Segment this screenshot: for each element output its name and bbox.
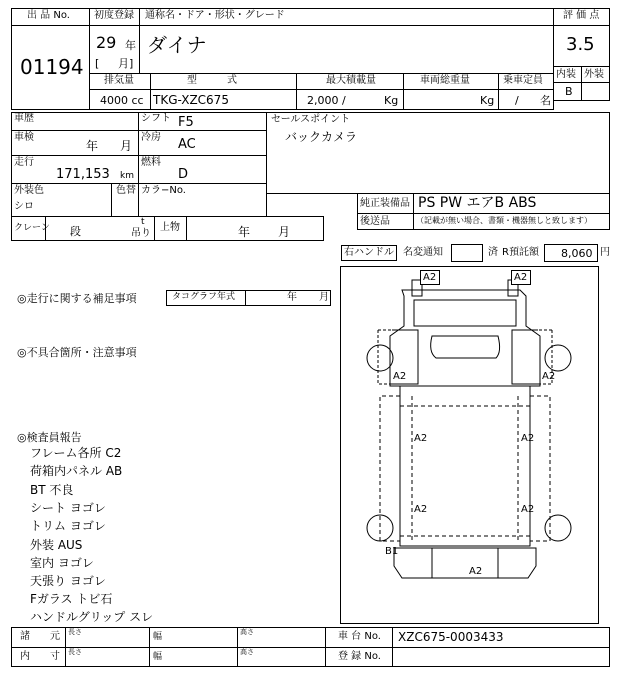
- width-label-inner: 幅: [153, 652, 163, 662]
- equipment-label: 純正装備品: [360, 198, 410, 209]
- month-unit: 月]: [118, 57, 134, 70]
- wheel-rear-right: [545, 515, 571, 541]
- aftermarket-label: 後送品: [360, 216, 390, 227]
- mark-top-left: A2: [423, 272, 437, 283]
- inspector-line: 外装 AUS: [30, 538, 83, 552]
- inspector-line: 荷箱内パネル AB: [30, 464, 123, 478]
- car-name: ダイナ: [147, 33, 207, 57]
- name-label: 通称名・ドア・形状・グレード: [145, 10, 285, 21]
- door-right: [512, 330, 538, 384]
- cargo-bed: [400, 386, 530, 546]
- ac-value: AC: [178, 137, 196, 152]
- max-load-label: 最大積載量: [326, 75, 376, 86]
- exterior-label: 外装: [584, 69, 604, 80]
- interior-label: 内装: [556, 69, 576, 80]
- crane-t: t: [141, 217, 145, 227]
- height-label: 高さ: [240, 628, 254, 636]
- inspector-line: 室内 ヨゴレ: [30, 556, 94, 570]
- score-label: 評 価 点: [563, 10, 600, 21]
- mark-bottom: A2: [469, 566, 483, 577]
- equipment-value: PS PW エアB ABS: [418, 195, 537, 211]
- windshield: [431, 336, 500, 358]
- ext-color-value: シロ: [14, 201, 34, 212]
- capacity-sep: /: [515, 94, 519, 107]
- inspector-line: トリム ヨゴレ: [30, 519, 106, 533]
- tacho-label: タコグラフ年式: [172, 292, 236, 302]
- gvw-label: 車両総重量: [420, 75, 470, 86]
- reg-year: 29: [96, 33, 117, 52]
- month-bracket: [: [95, 57, 100, 70]
- crane-stage: 段: [70, 225, 81, 238]
- lot-label: 出 品 No.: [27, 10, 70, 21]
- inspection-year: 年: [86, 139, 99, 153]
- max-load-value: 2,000 /: [307, 94, 346, 107]
- upper-month: 月: [278, 225, 291, 239]
- rear-bumper: [394, 548, 536, 578]
- inspector-line: BT 不良: [30, 483, 74, 497]
- shift-value: F5: [178, 115, 194, 130]
- length-label-inner: 長さ: [68, 648, 82, 656]
- width-label: 幅: [153, 632, 163, 642]
- fuel-value: D: [178, 167, 189, 182]
- mark-corner-left: B1: [385, 546, 399, 557]
- mileage-label: 走行: [14, 157, 34, 168]
- reg-no-label: 登 録 No.: [338, 651, 381, 662]
- interior-score: B: [565, 85, 573, 98]
- mark-bed-left: A2: [414, 433, 428, 444]
- gvw-unit: Kg: [480, 94, 495, 107]
- displacement-label: 排気量: [104, 75, 134, 86]
- inspection-month: 月: [120, 139, 133, 153]
- name-change-label: 名変通知: [403, 247, 443, 258]
- r-deposit-label: R預託額: [502, 247, 539, 258]
- mark-cab-left: A2: [393, 371, 407, 382]
- crane-lift: 吊り: [131, 228, 151, 239]
- history-label: 車歴: [14, 113, 34, 124]
- inspection-label: 車検: [14, 132, 34, 143]
- inspector-line: ハンドルグリップ スレ: [30, 610, 154, 624]
- mark-bed-right: A2: [521, 433, 535, 444]
- lot-number: 01194: [20, 55, 84, 79]
- fuel-label: 燃料: [141, 157, 161, 168]
- inspector-line: 天張り ヨゴレ: [30, 574, 106, 588]
- mark-rear-left: A2: [414, 504, 428, 515]
- mileage-value: 171,153: [56, 167, 110, 182]
- bed-dash-right: [530, 396, 550, 541]
- length-label: 長さ: [68, 628, 82, 636]
- chassis-label: 車 台 No.: [338, 631, 381, 642]
- name-change-sep: 済: [488, 247, 498, 258]
- ext-color-label: 外装色: [14, 185, 44, 196]
- displacement-value: 4000 cc: [100, 94, 144, 107]
- capacity-unit: 名: [540, 94, 551, 107]
- dims-label: 諸 元: [20, 631, 60, 642]
- inspector-line: フレーム各所 C2: [30, 446, 122, 460]
- aftermarket-note: （記載が無い場合、書類・機器無しと致します）: [416, 216, 592, 225]
- supplement-label: ◎走行に関する補足事項: [17, 292, 137, 305]
- tacho-month: 月: [319, 292, 329, 303]
- name-change-box: [451, 244, 483, 262]
- model-value: TKG-XZC675: [153, 93, 229, 107]
- year-unit: 年: [125, 39, 136, 52]
- inspector-line: Fガラス トビ石: [30, 592, 113, 606]
- mark-rear-right: A2: [521, 504, 535, 515]
- height-label-inner: 高さ: [240, 648, 254, 656]
- inspector-label: ◎検査員報告: [17, 431, 82, 444]
- tacho-year: 年: [287, 292, 297, 303]
- sales-point-value: バックカメラ: [285, 130, 358, 144]
- max-load-unit: Kg: [384, 94, 399, 107]
- r-deposit-unit: 円: [600, 247, 610, 258]
- wheel-front-left: [367, 345, 393, 371]
- cab-roof: [414, 300, 516, 326]
- r-deposit-value: 8,060: [561, 247, 593, 260]
- inner-label: 内 寸: [20, 651, 60, 662]
- shift-label: シフト: [141, 113, 171, 124]
- color-no-label: 色替: [116, 185, 136, 196]
- details-left-box: [11, 112, 267, 217]
- mark-top-right: A2: [514, 272, 528, 283]
- capacity-label: 乗車定員: [503, 75, 543, 86]
- score-value: 3.5: [566, 34, 595, 55]
- defects-label: ◎不具合箇所・注意事項: [17, 346, 137, 359]
- color-code-label: カラ−No.: [141, 185, 186, 196]
- model-label: 型 式: [187, 75, 237, 86]
- cab-outline: [390, 290, 540, 386]
- chassis-value: XZC675-0003433: [398, 630, 504, 644]
- inspector-line: シート ヨゴレ: [30, 501, 106, 515]
- upper-label: 上物: [160, 222, 180, 233]
- sales-point-label: セールスポイント: [271, 114, 351, 125]
- wheel-front-right: [545, 345, 571, 371]
- mileage-unit: km: [120, 171, 134, 181]
- mark-cab-right: A2: [542, 371, 556, 382]
- ac-label: 冷房: [141, 132, 161, 143]
- upper-year: 年: [238, 225, 251, 239]
- reg-label: 初度登録: [94, 10, 134, 21]
- crane-label: クレーン: [14, 223, 50, 233]
- handle-value: 右ハンドル: [344, 247, 394, 258]
